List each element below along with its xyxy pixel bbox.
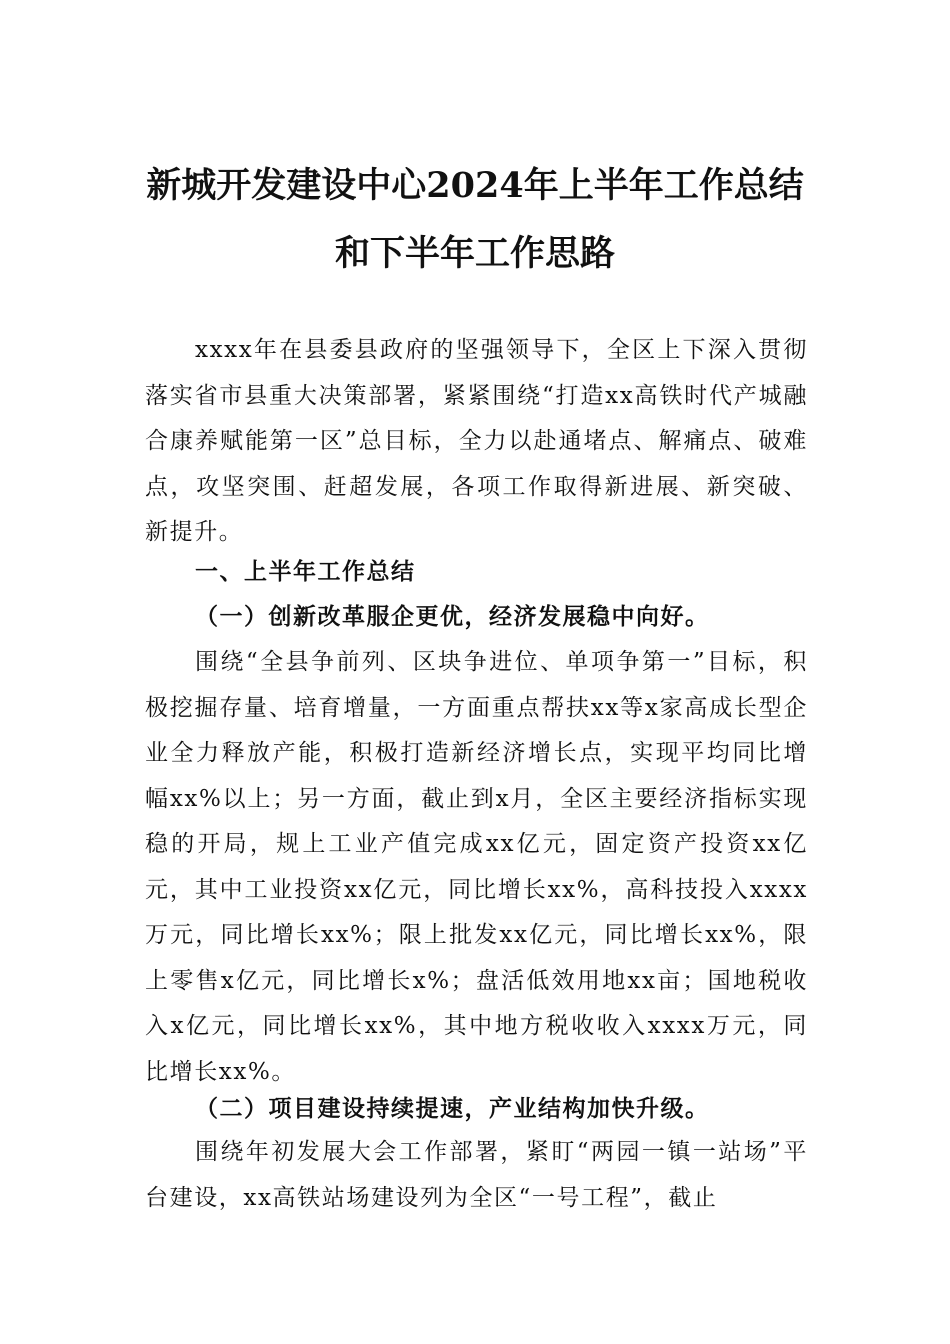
section-heading-1: 一、上半年工作总结 (195, 559, 416, 585)
document-title-line-2: 和下半年工作思路 (334, 233, 615, 274)
document-title-line-1: 新城开发建设中心2024年上半年工作总结 (146, 165, 804, 206)
subsection-heading-2: （二）项目建设持续提速，产业结构加快升级。 (195, 1095, 710, 1122)
intro-paragraph: xxxx年在县委县政府的坚强领导下，全区上下深入贯彻落实省市县重大决策部署，紧紧围绕“打造xx高铁时代产城融合康养赋能第一区”总目标，全力以赴通堵点、解痛点、破难点，攻坚突围、赶超发展，各项工作取得新进展、新突破、新提升。 (145, 337, 808, 545)
subsection-2-paragraph: 围绕年初发展大会工作部署，紧盯“两园一镇一站场”平台建设，xx高铁站场建设列为全区“一号工程”，截止 (145, 1139, 808, 1211)
subsection-1-paragraph: 围绕“全县争前列、区块争进位、单项争第一”目标，积极挖掘存量、培育增量，一方面重点帮扶xx等x家高成长型企业全力释放产能，积极打造新经济增长点，实现平均同比增幅xx%以上；另一方面，截止到x月，全区主要经济指标实现稳的开局，规上工业产值完成xx亿元，固定资产投资xx亿元，其中工业投资xx亿元，同比增长xx%，高科技投入xxxx万元，同比增长xx%；限上批发xx亿元，同比增长xx%，限上零售x亿元，同比增长x%；盘活低效用地xx亩；国地税收入x亿元，同比增长xx%，其中地方税收收入xxxx万元，同比增长xx%。 (145, 649, 808, 1085)
subsection-heading-1: （一）创新改革服企更优，经济发展稳中向好。 (195, 603, 710, 630)
